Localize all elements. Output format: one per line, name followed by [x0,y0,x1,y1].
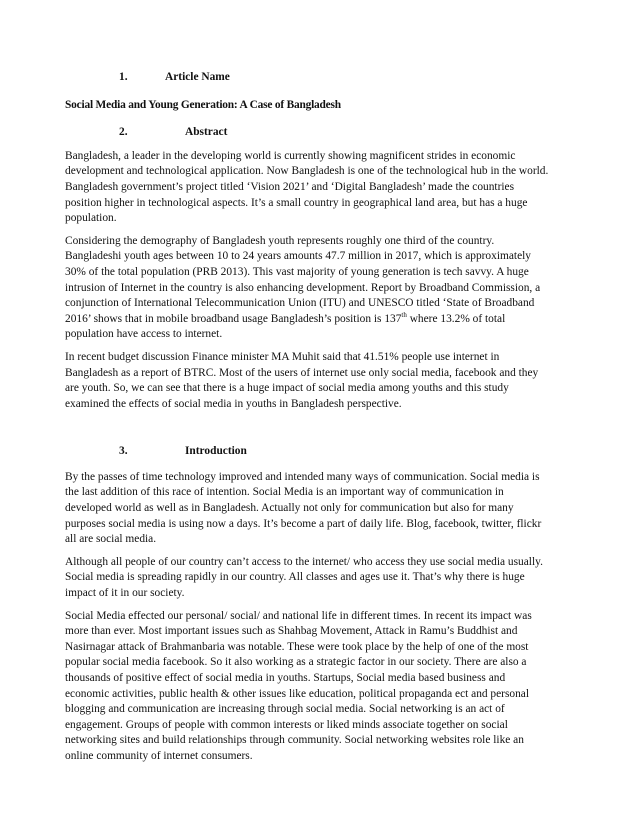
text-line: 30% of the total population (PRB 2013). This vast majority of young generation is tech savvy. A huge [65,265,529,278]
document-body [65,70,569,765]
text-line: more than ever. Most important issues such as Shahbag Movement, Attack in Ramu’s Buddhist and [65,625,518,638]
section-title: Abstract [185,126,228,139]
text-line: examined the effects of social media in youths in Bangladesh perspective. [65,397,402,410]
text-line: Considering the demography of Bangladesh youth represents roughly one third of the country. [65,234,495,247]
text-line: Nasirnagar attack of Brahmanbaria was notable. These were took place by the help of one of the most [65,640,529,653]
section-title: Introduction [185,445,247,458]
text-line: population have access to internet. [65,328,223,341]
text-line: online community of internet consumers. [65,749,253,762]
text-line: population. [65,212,117,225]
text-line: thousands of positive effect of social media in youths. Startups, Social media based business and [65,672,506,684]
text-line: impact of it in our society. [65,587,185,600]
text-line: conjunction of International Telecommunication Union (ITU) and UNESCO titled ‘State of Broadband [65,297,535,310]
section-number: 2. [119,126,128,139]
text-line: economic activities, public health & other issues like education, political propaganda ect and personal [65,687,530,700]
abstract-paragraph-3 [65,350,569,412]
introduction-paragraph-2 [65,555,569,602]
text-line: Although all people of our country can’t access to the internet/ who access they use social media usually. [65,555,543,568]
section-number: 3. [119,445,128,458]
section-title: Article Name [165,71,230,83]
text-line: Social Media effected our personal/ social/ and national life in different times. In recent its impact was [65,609,532,622]
text-line: intrusion of Internet in the country is also enhancing development. Report by Broadband Commission, a [65,281,541,294]
text-line: In recent budget discussion Finance minister MA Muhit said that 41.51% people use internet in [65,350,500,363]
text-line: Social media is spreading rapidly in our country. All classes and ages use it. That’s why there is huge [65,571,525,584]
text-line [65,312,569,328]
section-heading-introduction [87,444,569,460]
text-line: development and technological application. Now Bangladesh is one of the technological hub in the world. [65,165,549,178]
text-line: engagement. Groups of people with common interests or liked minds associate together on social [65,718,508,731]
text-line: Bangladesh as a report of BTRC. Most of the users of internet use only social media, facebook and they [65,366,539,379]
text-line: are youth. So, we can see that there is a huge impact of social media among youths and this study [65,382,509,395]
text-line: Bangladeshi youth ages between 10 to 24 years amounts 47.7 million in 2017, which is approximately [65,250,531,263]
text-line: Bangladesh government’s project titled ‘Vision 2021’ and ‘Digital Bangladesh’ made the countries [65,180,515,193]
abstract-paragraph-2 [65,234,569,343]
text-line: position higher in technological aspects. It’s a small country in geographical land area, but has a huge [65,196,528,209]
text-line: popular social media facebook. So it also working as a strategic factor in our society. There are also a [65,656,527,669]
introduction-paragraph-3 [65,609,569,765]
section-heading-abstract [87,125,569,141]
text-line: By the passes of time technology improved and intended many ways of communication. Social media is [65,470,540,483]
text-line: Bangladesh, a leader in the developing world is currently showing magnificent strides in economic [65,149,516,162]
section-number: 1. [119,71,128,83]
text-line: the last addition of this race of intention. Social Media is an important way of communication in [65,486,504,499]
article-title: Social Media and Young Generation: A Case of Bangladesh [65,98,341,111]
text-line: networking sites and build relationships through community. Social networking websites role like an [65,734,524,747]
text-line: developed world as well as in Bangladesh. Actually not only for communication but also for many [65,502,514,515]
text-segment: where 13.2% of total [406,312,506,325]
ordinal-suffix: th [401,310,407,319]
text-line: purposes social media is using now a days. It’s become a part of daily life. Blog, facebook, twitter, flickr [65,517,542,530]
introduction-paragraph-1 [65,470,569,548]
section-heading-article-name [87,70,569,86]
text-line: blogging and communication are increasing through social media. Social networking is an act of [65,703,505,716]
text-segment: 2016’ shows that in mobile broadband usage Bangladesh’s position is 137 [65,312,402,325]
abstract-paragraph-1 [65,149,569,227]
text-line: all are social media. [65,533,157,546]
